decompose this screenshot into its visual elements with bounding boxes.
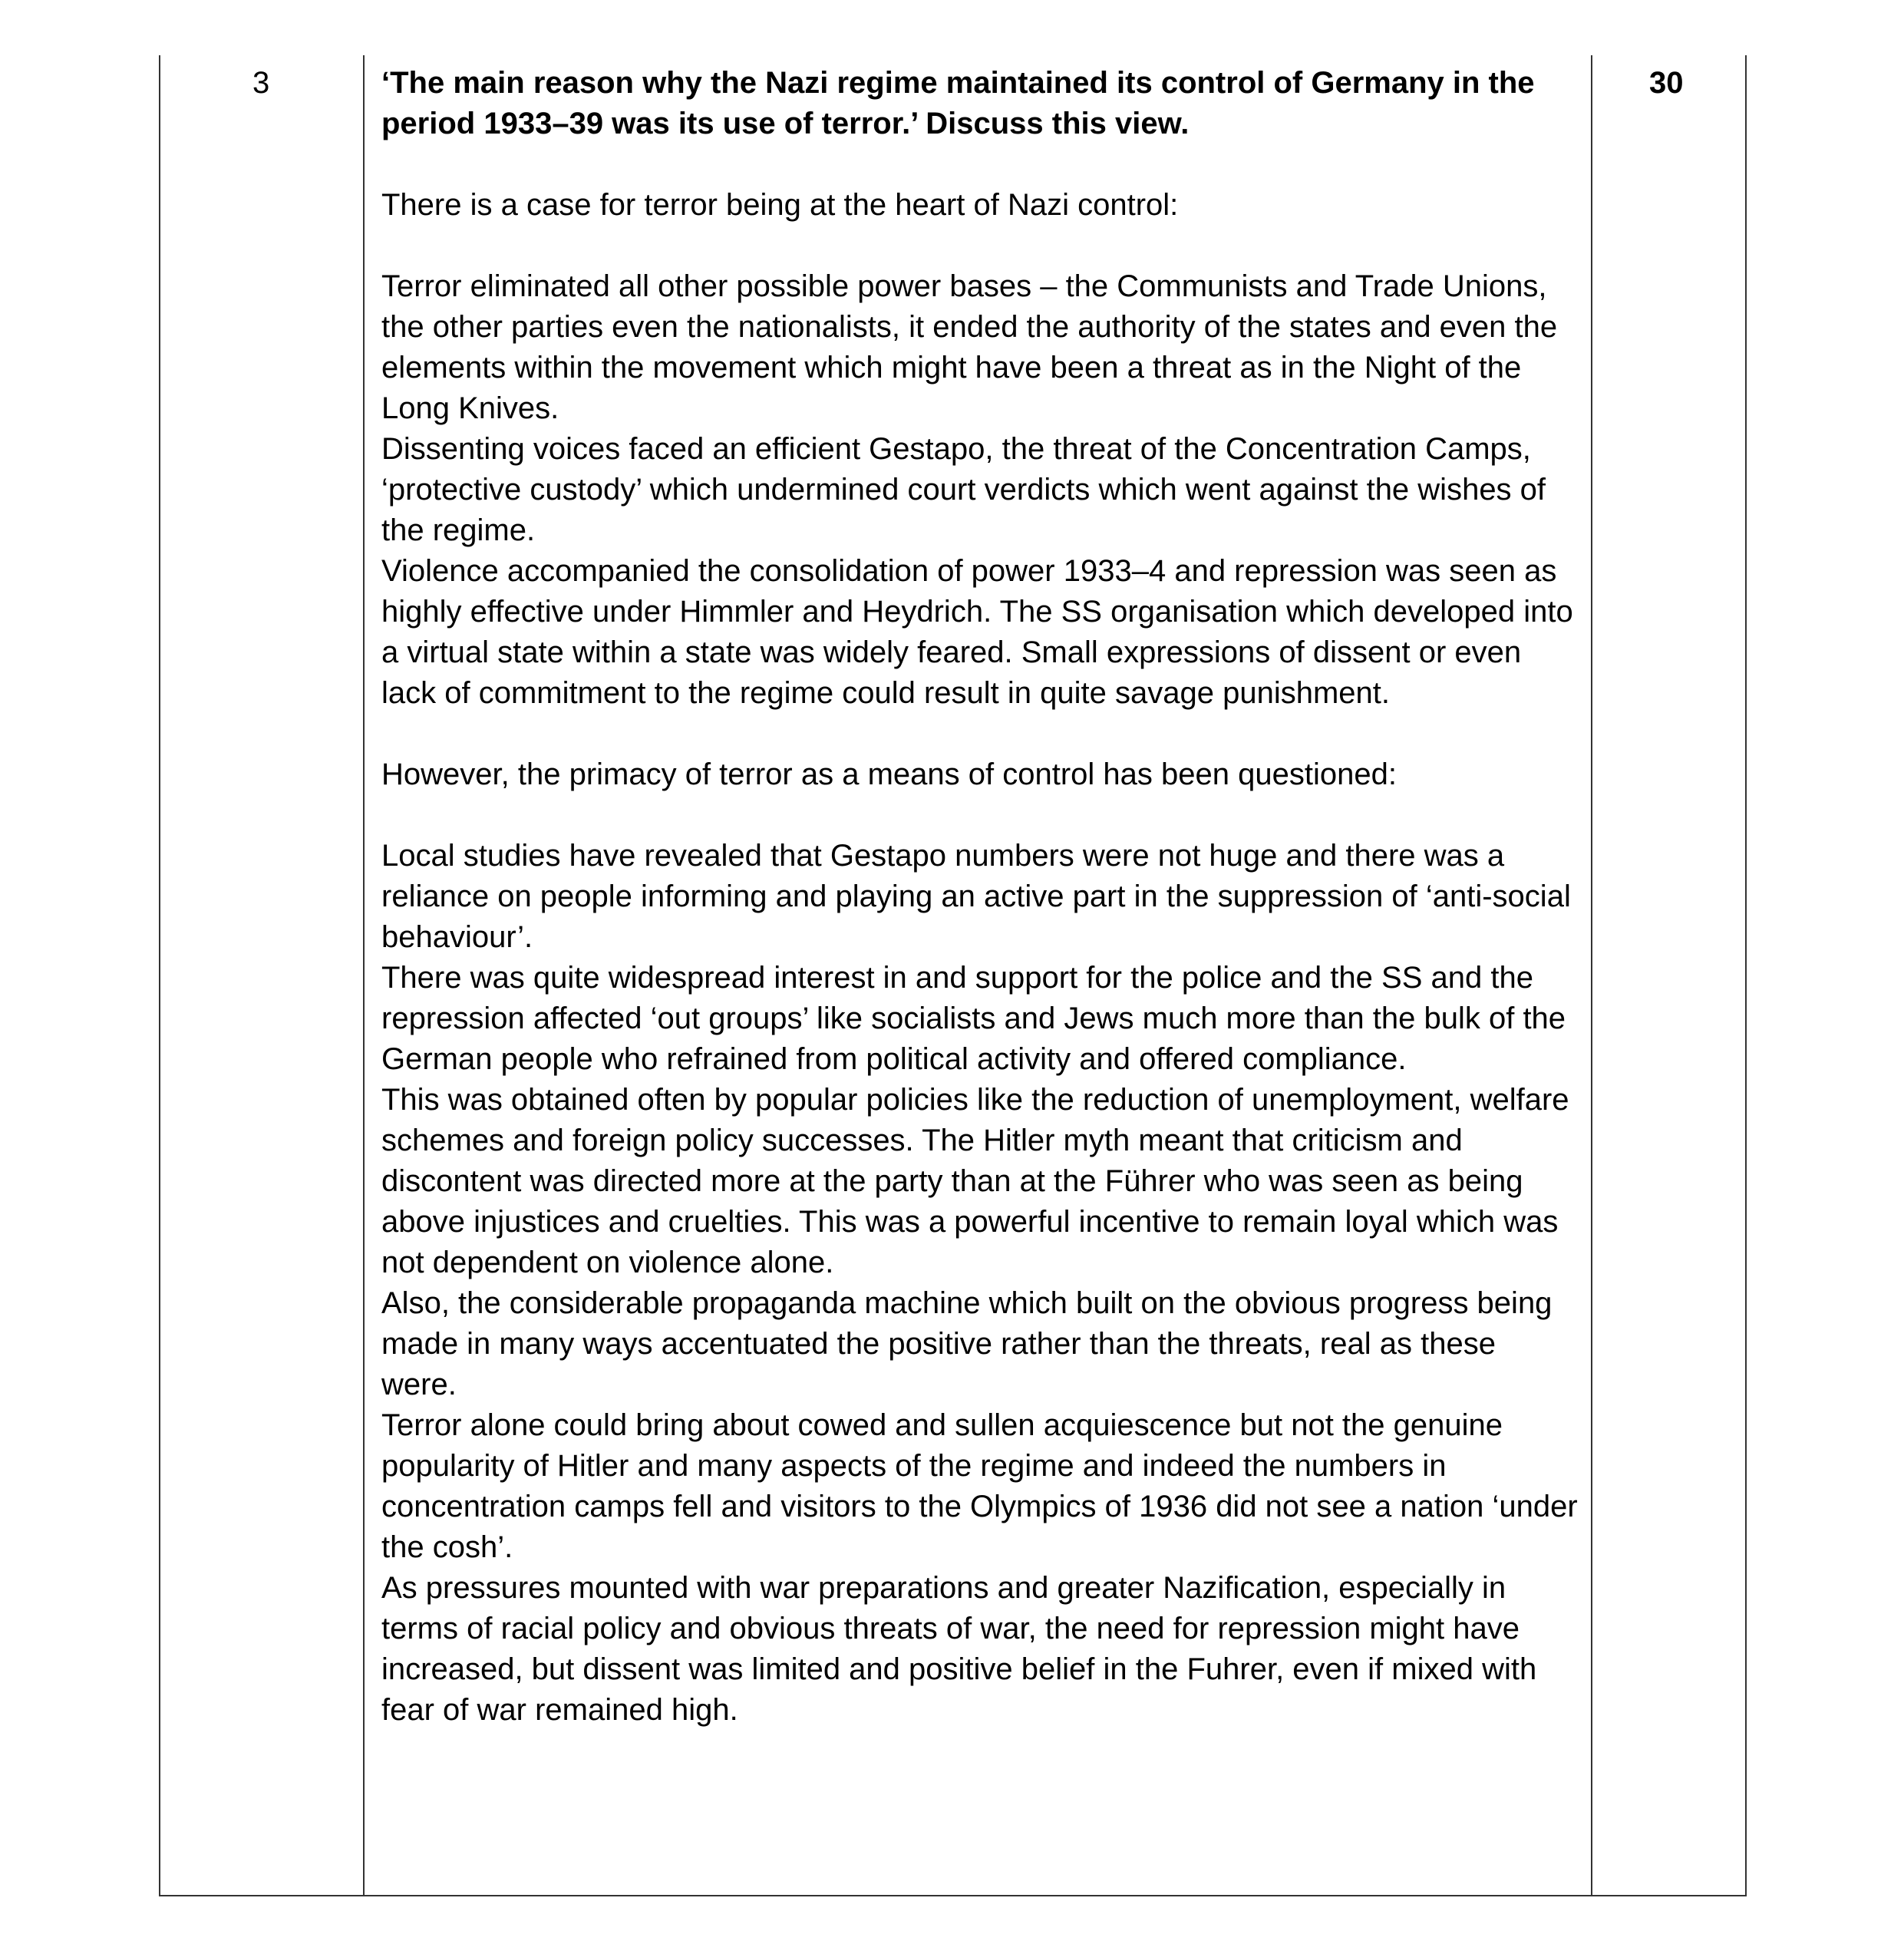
point-against: There was quite widespread interest in and support for the police and the SS and the repression affected ‘out groups’ like socialists and Jews much more than the bulk of the German people who refrained from political activity and offered compliance. (381, 961, 1566, 1076)
point-against: Also, the considerable propaganda machine which built on the obvious progress being made in many ways accentuated the positive rather than the threats, real as these were. (381, 1286, 1553, 1401)
mark-scheme-table (159, 55, 1747, 1896)
question-text: ‘The main reason why the Nazi regime maintained its control of Germany in the period 1933–39 was its use of terror.’ Discuss this view. (381, 66, 1535, 140)
point-against: This was obtained often by popular policies like the reduction of unemployment, welfare schemes and foreign policy successes. The Hitler myth meant that criticism and discontent was directed more at the party than at the Führer who was seen as being above injustices and cruelties. This was a powerful incentive to remain loyal which was not dependent on violence alone. (381, 1083, 1569, 1279)
marks-value: 30 (1649, 66, 1684, 100)
intro-against: However, the primacy of terror as a means of control has been questioned: (381, 758, 1397, 791)
answer-content (381, 63, 1579, 1731)
point-for: Violence accompanied the consolidation of power 1933–4 and repression was seen as highly effective under Himmler and Heydrich. The SS organisation which developed into a virtual state within a state was widely feared. Small expressions of dissent or even lack of commitment to the regime could result in quite savage punishment. (381, 554, 1573, 710)
point-against: Terror alone could bring about cowed and sullen acquiescence but not the genuine popularity of Hitler and many aspects of the regime and indeed the numbers in concentration camps fell and visitors to the Olympics of 1936 did not see a nation ‘under the cosh’. (381, 1408, 1578, 1564)
question-number: 3 (252, 66, 270, 100)
intro-for: There is a case for terror being at the heart of Nazi control: (381, 188, 1179, 222)
column-divider (363, 55, 365, 1895)
point-against: As pressures mounted with war preparations and greater Nazification, especially in terms of racial policy and obvious threats of war, the need for repression might have increased, but dissent was limited and positive belief in the Fuhrer, even if mixed with fear of war remained high. (381, 1571, 1537, 1727)
point-against: Local studies have revealed that Gestapo numbers were not huge and there was a reliance on people informing and playing an active part in the suppression of ‘anti-social behaviour’. (381, 839, 1571, 954)
point-for: Terror eliminated all other possible power bases – the Communists and Trade Unions, the other parties even the nationalists, it ended the authority of the states and even the elements within the movement which might have been a threat as in the Night of the Long Knives. (381, 269, 1558, 425)
point-for: Dissenting voices faced an efficient Gestapo, the threat of the Concentration Camps, ‘protective custody’ which undermined court verdicts which went against the wishes of the regime. (381, 432, 1546, 547)
column-divider (1591, 55, 1592, 1895)
